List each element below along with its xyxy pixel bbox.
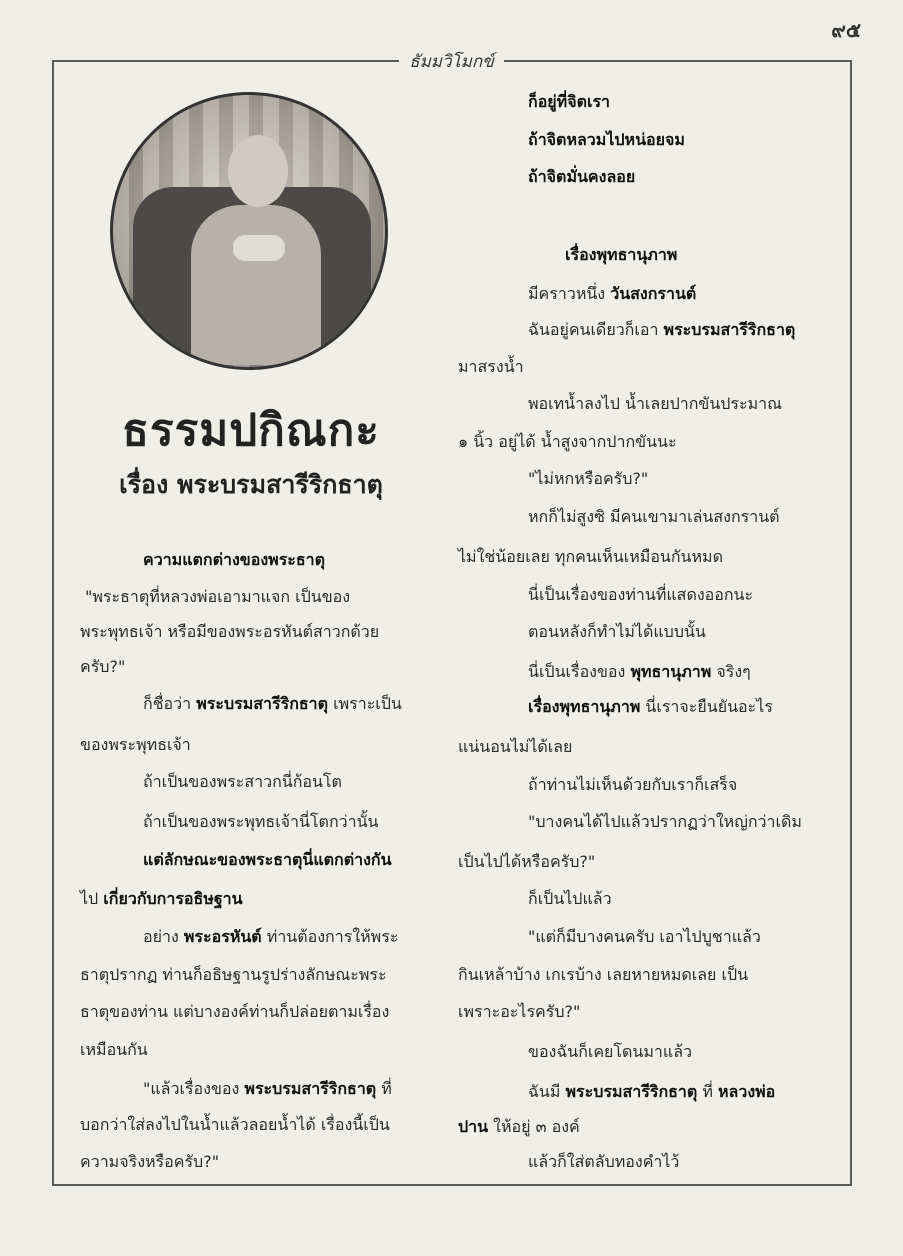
bold-text-run: หลวงพ่อ <box>717 1082 776 1101</box>
text-run: ๑ นิ้ว อยู่ได้ น้ำสูงจากปากขันนะ <box>458 432 677 451</box>
text-run: "แล้วเรื่องของ <box>143 1079 245 1098</box>
text-run: "บางคนได้ไปแล้วปรากฏว่าใหญ่กว่าเดิม <box>528 812 802 831</box>
bold-text-run: ถ้าจิตหลวมไปหน่อยจม <box>528 130 685 149</box>
right-column-line <box>458 355 524 380</box>
text-run: "ไม่หกหรือครับ?" <box>528 469 649 488</box>
text-run: ถ้าเป็นของพระสาวกนี่ก้อนโต <box>143 772 342 791</box>
bold-text-run: ปาน <box>458 1117 489 1136</box>
text-run: บอกว่าใส่ลงไปในน้ำแล้วลอยน้ำได้ เรื่องนี้เป็น <box>80 1115 390 1134</box>
right-column-line <box>528 505 780 530</box>
left-column-line <box>143 925 398 950</box>
text-run: พระพุทธเจ้า หรือมีของพระอรหันต์สาวกด้วย <box>80 622 380 641</box>
text-run: ที่ <box>376 1079 392 1098</box>
photo-robed-figure <box>191 205 321 365</box>
right-column-line <box>458 430 677 455</box>
right-column-line <box>565 243 677 268</box>
article-title: ธรรมปกิณกะ <box>122 405 380 456</box>
monk-portrait-photo <box>110 92 388 370</box>
text-run: มีคราวหนึ่ง <box>528 284 611 303</box>
bold-text-run: พระอรหันต์ <box>183 927 262 946</box>
page-number: ๙๕ <box>831 18 861 42</box>
bold-text-run: วันสงกรานต์ <box>610 284 697 303</box>
right-column-line <box>528 1040 692 1065</box>
left-column-line <box>80 1113 390 1138</box>
left-column-line <box>80 655 125 680</box>
running-header-text: ธัมมวิโมกข์ <box>399 52 504 72</box>
right-column-line <box>528 128 685 153</box>
photo-figure-head <box>228 135 288 207</box>
left-column-line <box>143 1077 392 1102</box>
right-column-line <box>458 963 748 988</box>
right-column-line <box>528 392 782 417</box>
text-run: เพราะอะไรครับ?" <box>458 1002 581 1021</box>
bold-text-run: พระบรมสารีริกธาตุ <box>244 1079 377 1098</box>
photo-figure-hands <box>233 235 285 261</box>
right-column-line <box>528 773 737 798</box>
text-run: แล้วก็ใส่ตลับทองคำไว้ <box>528 1152 680 1171</box>
text-run: ตอนหลังก็ทำไม่ได้แบบนั้น <box>528 622 706 641</box>
right-column-line <box>528 810 802 835</box>
right-column-line <box>458 545 723 570</box>
text-run: มาสรงน้ำ <box>458 357 524 376</box>
left-column-line <box>85 585 350 610</box>
text-run: ฉันอยู่คนเดียวก็เอา <box>528 320 664 339</box>
right-column-line <box>528 90 610 115</box>
left-column-line <box>80 1038 148 1063</box>
text-run: แน่นอนไม่ได้เลย <box>458 737 573 756</box>
bold-text-run: ถ้าจิตมั่นคงลอย <box>528 167 636 186</box>
text-run: เพราะเป็น <box>328 694 402 713</box>
text-run: ก็ชื่อว่า <box>143 694 197 713</box>
right-column-line <box>528 165 635 190</box>
right-column-line <box>528 583 753 608</box>
right-column-line <box>528 1080 775 1105</box>
text-run: ครับ?" <box>80 657 126 676</box>
right-column-line <box>458 850 595 875</box>
left-column-line <box>80 887 243 912</box>
text-run: ของฉันก็เคยโดนมาแล้ว <box>528 1042 692 1061</box>
left-column-line <box>80 1150 219 1175</box>
left-column-line <box>80 733 191 758</box>
bold-text-run: เรื่องพุทธานุภาพ <box>528 697 641 716</box>
left-column-line <box>143 848 392 873</box>
right-column-line <box>528 1150 679 1175</box>
right-column-line <box>528 282 696 307</box>
text-run: กินเหล้าบ้าง เกเรบ้าง เลยหายหมดเลย เป็น <box>458 965 749 984</box>
right-column-line <box>458 735 572 760</box>
bold-text-run: เรื่องพุทธานุภาพ <box>565 245 678 264</box>
right-column-line <box>528 695 773 720</box>
text-run: จริงๆ <box>711 662 751 681</box>
right-column-line <box>528 467 648 492</box>
text-run: ถ้าท่านไม่เห็นด้วยกับเราก็เสร็จ <box>528 775 738 794</box>
left-column-line <box>80 1000 389 1025</box>
left-column-line <box>143 770 342 795</box>
text-run: อย่าง <box>143 927 184 946</box>
text-run: นี่เป็นเรื่องของ <box>528 662 631 681</box>
bold-text-run: พระบรมสารีริกธาตุ <box>565 1082 698 1101</box>
text-run: นี่เป็นเรื่องของท่านที่แสดงออกนะ <box>528 585 754 604</box>
text-run: ที่ <box>697 1082 718 1101</box>
text-run: ก็เป็นไปแล้ว <box>528 889 612 908</box>
bold-text-run: ความแตกต่างของพระธาตุ <box>143 550 326 569</box>
right-column-line <box>528 620 706 645</box>
text-run: เหมือนกัน <box>80 1040 148 1059</box>
text-run: ให้อยู่ ๓ องค์ <box>488 1117 580 1136</box>
bold-text-run: พระบรมสารีริกธาตุ <box>663 320 796 339</box>
left-column-line <box>80 963 387 988</box>
bold-text-run: พุทธานุภาพ <box>630 662 712 681</box>
text-run: ธาตุปรากฏ ท่านก็อธิษฐานรูปร่างลักษณะพระ <box>80 965 387 984</box>
right-column-line <box>458 1115 580 1140</box>
text-run: ธาตุของท่าน แต่บางองค์ท่านก็ปล่อยตามเรื่อง <box>80 1002 390 1021</box>
left-column-line <box>143 548 325 573</box>
right-column-line <box>528 925 761 950</box>
text-run: หกก็ไม่สูงซิ มีคนเขามาเล่นสงกรานต์ <box>528 507 780 526</box>
text-run: ท่านต้องการให้พระ <box>261 927 399 946</box>
bold-text-run: เกี่ยวกับการอธิษฐาน <box>103 889 243 908</box>
text-run: พอเทน้ำลงไป น้ำเลยปากขันประมาณ <box>528 394 782 413</box>
text-run: ถ้าเป็นของพระพุทธเจ้านี่โตกว่านั้น <box>143 812 379 831</box>
right-column-line <box>528 887 612 912</box>
text-run: ความจริงหรือครับ?" <box>80 1152 220 1171</box>
left-column-line <box>143 692 402 717</box>
right-column-line <box>528 318 795 343</box>
text-run: ฉันมี <box>528 1082 566 1101</box>
text-run: "แต่ก็มีบางคนครับ เอาไปบูชาแล้ว <box>528 927 761 946</box>
text-run: "พระธาตุที่หลวงพ่อเอามาแจก เป็นของ <box>85 587 351 606</box>
text-run: ไม่ใช่น้อยเลย ทุกคนเห็นเหมือนกันหมด <box>458 547 723 566</box>
left-column-line <box>143 810 378 835</box>
text-run: ของพระพุทธเจ้า <box>80 735 191 754</box>
text-run: ไป <box>80 889 104 908</box>
running-header <box>0 48 903 75</box>
text-run: นี่เราจะยืนยันอะไร <box>640 697 773 716</box>
left-column-line <box>80 620 379 645</box>
right-column-line <box>528 660 751 685</box>
bold-text-run: ก็อยู่ที่จิตเรา <box>528 92 611 111</box>
article-subtitle: เรื่อง พระบรมสารีริกธาตุ <box>119 470 383 499</box>
text-run: เป็นไปได้หรือครับ?" <box>458 852 596 871</box>
right-column-line <box>458 1000 580 1025</box>
bold-text-run: พระบรมสารีริกธาตุ <box>196 694 329 713</box>
bold-text-run: แต่ลักษณะของพระธาตุนี่แตกต่างกัน <box>143 850 392 869</box>
